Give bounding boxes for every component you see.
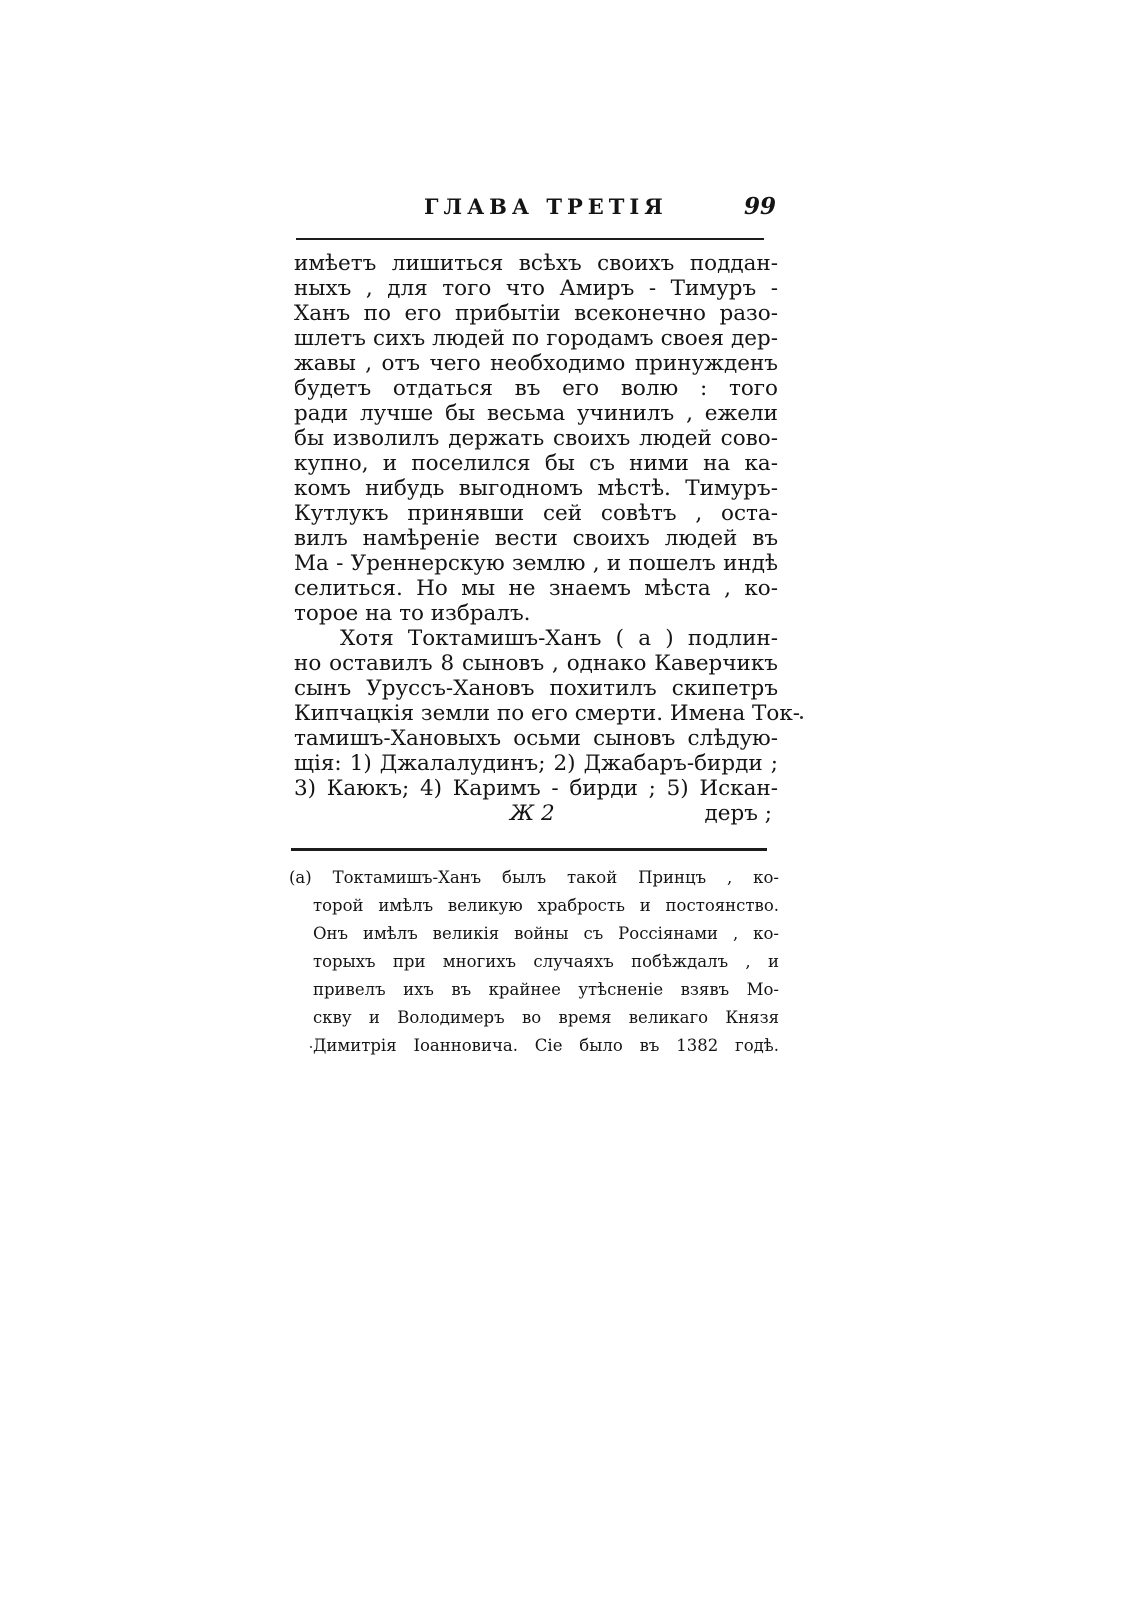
running-head xyxy=(296,194,776,224)
ink-speck xyxy=(800,716,803,719)
signature-mark: Ж 2 xyxy=(510,801,555,826)
text-line: тамишъ-Хановыхъ осьми сыновъ слѣдую- xyxy=(294,726,778,751)
text-line: ныхъ , для того что Амиръ - Тимуръ - xyxy=(294,276,778,301)
text-line: селиться. Но мы не знаемъ мѣста , ко- xyxy=(294,576,778,601)
text-line: Кутлукъ принявши сей совѣтъ , оста- xyxy=(294,501,778,526)
page-number: 99 xyxy=(743,193,776,220)
text-line: сынъ Уруссъ-Хановъ похитилъ скипетръ xyxy=(294,676,778,701)
text-line: комъ нибудь выгодномъ мѣстѣ. Тимуръ- xyxy=(294,476,778,501)
ink-speck xyxy=(310,1046,312,1048)
text-line: имѣетъ лишиться всѣхъ своихъ поддан- xyxy=(294,251,778,276)
text-line: купно, и поселился бы съ ними на ка- xyxy=(294,451,778,476)
text-line: жавы , отъ чего необходимо принужденъ xyxy=(294,351,778,376)
catchword: деръ ; xyxy=(704,801,772,826)
paragraph-start-line: Хотя Токтамишъ-Ханъ ( а ) подлин- xyxy=(340,626,778,651)
footnote-line: скву и Володимеръ во время великаго Князя xyxy=(313,1008,779,1027)
footnote-line: Димитрія Іоанновича. Сіе было въ 1382 годѣ. xyxy=(313,1036,779,1055)
text-line: но оставилъ 8 сыновъ , однако Каверчикъ xyxy=(294,651,778,676)
footnote-line: Онъ имѣлъ великія войны съ Россіянами , ко- xyxy=(313,924,779,943)
text-line: вилъ намѣреніе вести своихъ людей въ xyxy=(294,526,778,551)
text-line: шлетъ сихъ людей по городамъ своея дер- xyxy=(294,326,778,351)
signature-line xyxy=(294,801,778,826)
footnote xyxy=(289,864,779,1060)
footnote-rule xyxy=(291,848,767,851)
paragraph-end-line: торое на то избралъ. xyxy=(294,601,531,626)
text-line: Кипчацкія земли по его смерти. Имена Ток- xyxy=(294,701,801,726)
footnote-line: привелъ ихъ въ крайнее утѣсненіе взявъ Мо- xyxy=(313,980,779,999)
footnote-line: торой имѣлъ великую храбрость и постоянство. xyxy=(313,896,779,915)
text-line: щія: 1) Джалалудинъ; 2) Джабаръ-бирди ; xyxy=(294,751,778,776)
text-line: ради лучше бы весьма учинилъ , ежели xyxy=(294,401,778,426)
header-rule xyxy=(296,238,764,240)
text-line: будетъ отдаться въ его волю : того xyxy=(294,376,778,401)
text-line: Ханъ по его прибытіи всеконечно разо- xyxy=(294,301,778,326)
footnote-line: (а) Токтамишъ-Ханъ былъ такой Принцъ , ко- xyxy=(289,868,779,887)
text-line: 3) Каюкъ; 4) Каримъ - бирди ; 5) Искан- xyxy=(294,776,778,801)
chapter-title: ГЛАВА ТРЕТІЯ xyxy=(424,194,668,219)
footnote-line: торыхъ при многихъ случаяхъ побѣждалъ , и xyxy=(313,952,779,971)
text-line: Ма - Уреннерскую землю , и пошелъ индѣ xyxy=(294,551,778,576)
main-text xyxy=(294,251,801,826)
text-line: бы изволилъ держать своихъ людей сово- xyxy=(294,426,778,451)
